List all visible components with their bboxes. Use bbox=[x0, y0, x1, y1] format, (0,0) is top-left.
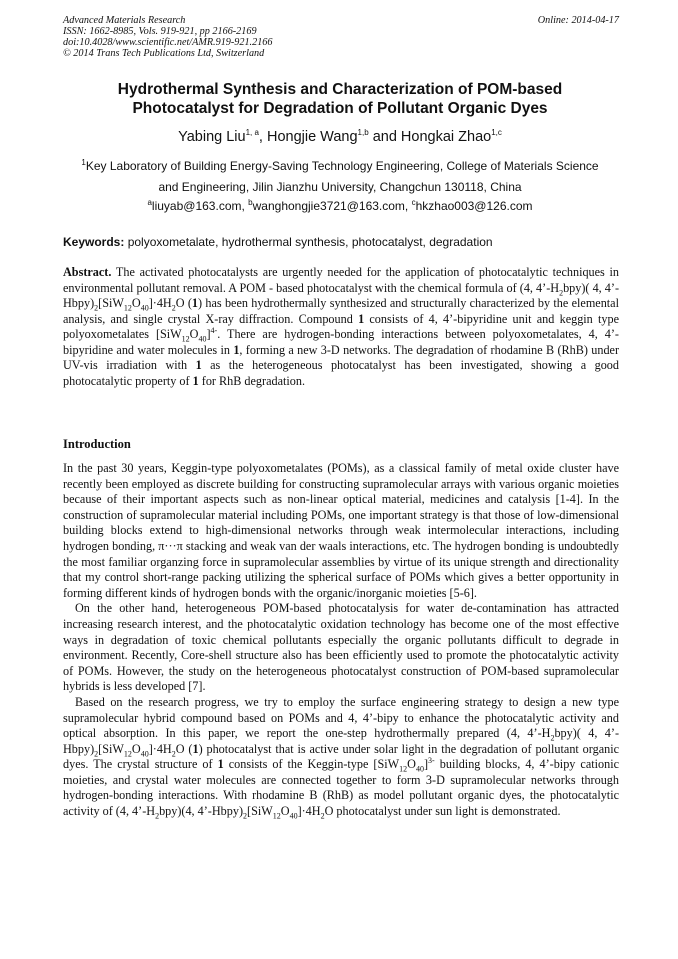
introduction-body bbox=[63, 461, 619, 820]
title-line-1: Hydrothermal Synthesis and Characterization of POM-based bbox=[117, 81, 563, 98]
compound-number: 1 bbox=[358, 311, 365, 326]
author-affil-mark: 1,c bbox=[491, 128, 502, 138]
abstract-text: , forming a new 3-D networks. The degradation of rhodamine B (RhB) under UV-vis irradiation with bbox=[63, 342, 620, 372]
superscript: 4- bbox=[210, 325, 218, 335]
body-text: ) photocatalyst that is active under solar light in the degradation of pollutant organic dyes. The crystal structure of bbox=[63, 741, 619, 772]
keywords-label: Keywords: bbox=[63, 235, 125, 249]
doi-line: doi:10.4028/www.scientific.net/AMR.919-921.2166 bbox=[63, 37, 273, 48]
email-link[interactable]: hkzhao003@126.com bbox=[415, 199, 533, 213]
body-text: O bbox=[407, 757, 416, 772]
subscript: 40 bbox=[140, 749, 149, 759]
email-mark: a bbox=[147, 198, 152, 207]
subscript: 12 bbox=[123, 749, 132, 759]
subscript: 2 bbox=[171, 749, 176, 759]
subscript: 40 bbox=[415, 764, 424, 774]
paper-title bbox=[60, 80, 620, 118]
subscript: 12 bbox=[123, 303, 132, 313]
superscript: 3- bbox=[428, 756, 435, 766]
abstract-text: O bbox=[189, 327, 199, 341]
subscript: 2 bbox=[171, 303, 176, 313]
abstract-text: O ( bbox=[175, 296, 192, 310]
online-date: Online: 2014-04-17 bbox=[537, 15, 619, 26]
author-list: Yabing Liu$^{1, a}$, Hongjie Wang$^{1,b}$ and Hongkai Zhao$^{1,c}$ bbox=[178, 128, 502, 145]
body-text: bpy)( 4, 4’-Hbpy) bbox=[63, 726, 620, 756]
subscript: 12 bbox=[399, 764, 408, 774]
abstract-text: . There are hydrogen-bonding interactions between polyoxometalates, 4, 4’-bipyridine and water molecules in bbox=[63, 327, 619, 357]
affiliation bbox=[60, 156, 620, 198]
body-text: building blocks, 4, 4’-bipy cationic moieties, and crystal water molecules are connected together to form 3-D supramolecular networks through hydrogen-bonding interactions. With rhodamine B (RhB) as model pollutant organic dyes, the photocatalytic activity of (4, 4’-H bbox=[63, 757, 619, 819]
abstract-text: bpy)( 4, 4’-Hbpy) bbox=[63, 280, 620, 310]
subscript: 2 bbox=[243, 811, 248, 821]
author-name: Yabing Liu bbox=[178, 129, 246, 145]
subscript: 2 bbox=[559, 287, 564, 297]
subscript: 2 bbox=[320, 811, 325, 821]
affil-mark: 1 bbox=[81, 158, 86, 167]
email-mark: c bbox=[411, 198, 416, 207]
author-name: Hongkai Zhao bbox=[400, 129, 492, 145]
body-text: consists of the Keggin-type [SiW bbox=[223, 757, 400, 772]
email-line bbox=[60, 199, 620, 213]
journal-header bbox=[63, 15, 619, 59]
intro-paragraph-1: In the past 30 years, Keggin-type polyoxometalates (POMs), as a classical family of metal oxide cluster have recently been employed as discrete building for constructing supramolecular arrays with various organic moieties because of their important aspects such as non-linear optical material, medicines and catalysis [1-4]. In the construction of supramolecular material including POMs, one important strategy is that those of low-dimensional building blocks extend to high-dimensional networks through weak intermolecular interactions, including hydrogen bonding, π···π stacking and weak van der waals interactions, etc. The hydrogen bonding is undoubtedly the most familiar organzing force in supramolecular assemblies by virtue of its unique strength and directionality that my control short-range packing utilizing the spherical surface of POMs which gives a better opportunity in forming different kinds of hydrogen bonds with the organic/inorganic moieties [5-6]. bbox=[63, 461, 619, 600]
body-text: bpy)(4, 4’-Hbpy) bbox=[159, 804, 244, 819]
email-mark: b bbox=[248, 198, 253, 207]
compound-number: 1 bbox=[195, 358, 202, 372]
intro-paragraph-3 bbox=[63, 695, 619, 820]
compound-number: 1 bbox=[192, 741, 199, 756]
abstract-text: The activated photocatalysts are urgently needed for the application of photocatalytic techniques in environmental pollutant removal. A POM - based photocatalyst with the chemical formula of (4, 4’-H bbox=[63, 265, 619, 295]
email-link[interactable]: wanghongjie3721@163.com, bbox=[252, 199, 409, 213]
subscript: 40 bbox=[289, 811, 298, 821]
subscript: 12 bbox=[272, 811, 281, 821]
author-affil-mark: 1, a bbox=[245, 128, 259, 138]
subscript: 40 bbox=[198, 334, 207, 344]
abstract bbox=[63, 265, 619, 389]
body-text: Based on the research progress, we try to employ the surface engineering strategy to design a new type supramolecular hybrid compound based on POMs and 4, 4’-bipy to enhance the photocatalytic activity and optical absorption. In this paper, we report the one-step hydrothermally prepared (4, 4’-H bbox=[63, 694, 619, 741]
subscript: 2 bbox=[550, 733, 555, 743]
body-text: O bbox=[280, 804, 290, 819]
body-text: O photocatalyst under sun light is demonstrated. bbox=[324, 804, 561, 819]
body-text: [SiW bbox=[247, 804, 273, 819]
subscript: 12 bbox=[181, 334, 190, 344]
subscript: 2 bbox=[155, 811, 160, 821]
compound-number: 1 bbox=[191, 296, 198, 310]
abstract-text: [SiW bbox=[98, 296, 124, 310]
body-text: ]·4H bbox=[148, 741, 172, 756]
affil-line-1: Key Laboratory of Building Energy-Saving Technology Engineering, College of Materials Science bbox=[85, 159, 599, 173]
email-link[interactable]: liuyab@163.com, bbox=[151, 199, 245, 213]
abstract-text: consists of 4, 4’-bipyridine unit and keggin type polyoxometalates [SiW bbox=[63, 311, 619, 341]
issn-line: ISSN: 1662-8985, Vols. 919-921, pp 2166-2169 bbox=[63, 26, 257, 37]
intro-paragraph-2: On the other hand, heterogeneous POM-based photocatalysis for water de-contamination has attracted increasing research interest, and the photocatalytic oxidation technology has become one of the most effective ways in degradation of toxic chemical pollutants especially the organic pollutants difficult to degrade in environment. Recently, Core-shell structure also has been efficiently used to promote the photocatalytic activity of POMs. However, the study on the heterogeneous photocatalyst construction of POM-based supramolecular hybrids is less developed [7]. bbox=[63, 601, 619, 694]
compound-number: 1 bbox=[217, 757, 224, 772]
abstract-text: as the heterogeneous photocatalyst has been investigated, showing a good photocatalytic property of bbox=[63, 358, 619, 388]
abstract-text: ) has been hydrothermally synthesized and structurally characterized by the elemental analysis, and single crystal X-ray diffraction. Compound bbox=[63, 296, 619, 326]
abstract-label: Abstract. bbox=[63, 265, 112, 279]
section-heading-introduction: Introduction bbox=[63, 437, 131, 451]
abstract-text: for RhB degradation. bbox=[198, 373, 305, 388]
copyright-line: © 2014 Trans Tech Publications Ltd, Switzerland bbox=[63, 48, 265, 59]
body-text: [SiW bbox=[98, 741, 124, 756]
abstract-text: ]·4H bbox=[148, 296, 172, 310]
affil-line-2: and Engineering, Jilin Jianzhu University, Changchun 130118, China bbox=[158, 180, 522, 194]
compound-number: 1 bbox=[233, 342, 240, 357]
body-text: O ( bbox=[175, 741, 193, 756]
title-line-2: Photocatalyst for Degradation of Pollutant Organic Dyes bbox=[132, 100, 548, 117]
subscript: 2 bbox=[94, 749, 99, 759]
keywords bbox=[63, 235, 619, 249]
journal-name: Advanced Materials Research bbox=[63, 15, 186, 26]
author-conjunction: and bbox=[372, 129, 397, 145]
body-text: ]·4H bbox=[297, 804, 321, 819]
author-name: Hongjie Wang bbox=[266, 129, 358, 145]
keywords-text: polyoxometalate, hydrothermal synthesis, photocatalyst, degradation bbox=[127, 235, 493, 249]
author-affil-mark: 1,b bbox=[357, 128, 369, 138]
subscript: 40 bbox=[140, 303, 149, 313]
abstract-text: ] bbox=[206, 327, 211, 341]
body-text: O bbox=[131, 741, 141, 756]
body-text: ] bbox=[423, 757, 429, 772]
subscript: 2 bbox=[94, 303, 99, 313]
abstract-text: O bbox=[131, 296, 141, 310]
compound-number: 1 bbox=[192, 373, 199, 388]
